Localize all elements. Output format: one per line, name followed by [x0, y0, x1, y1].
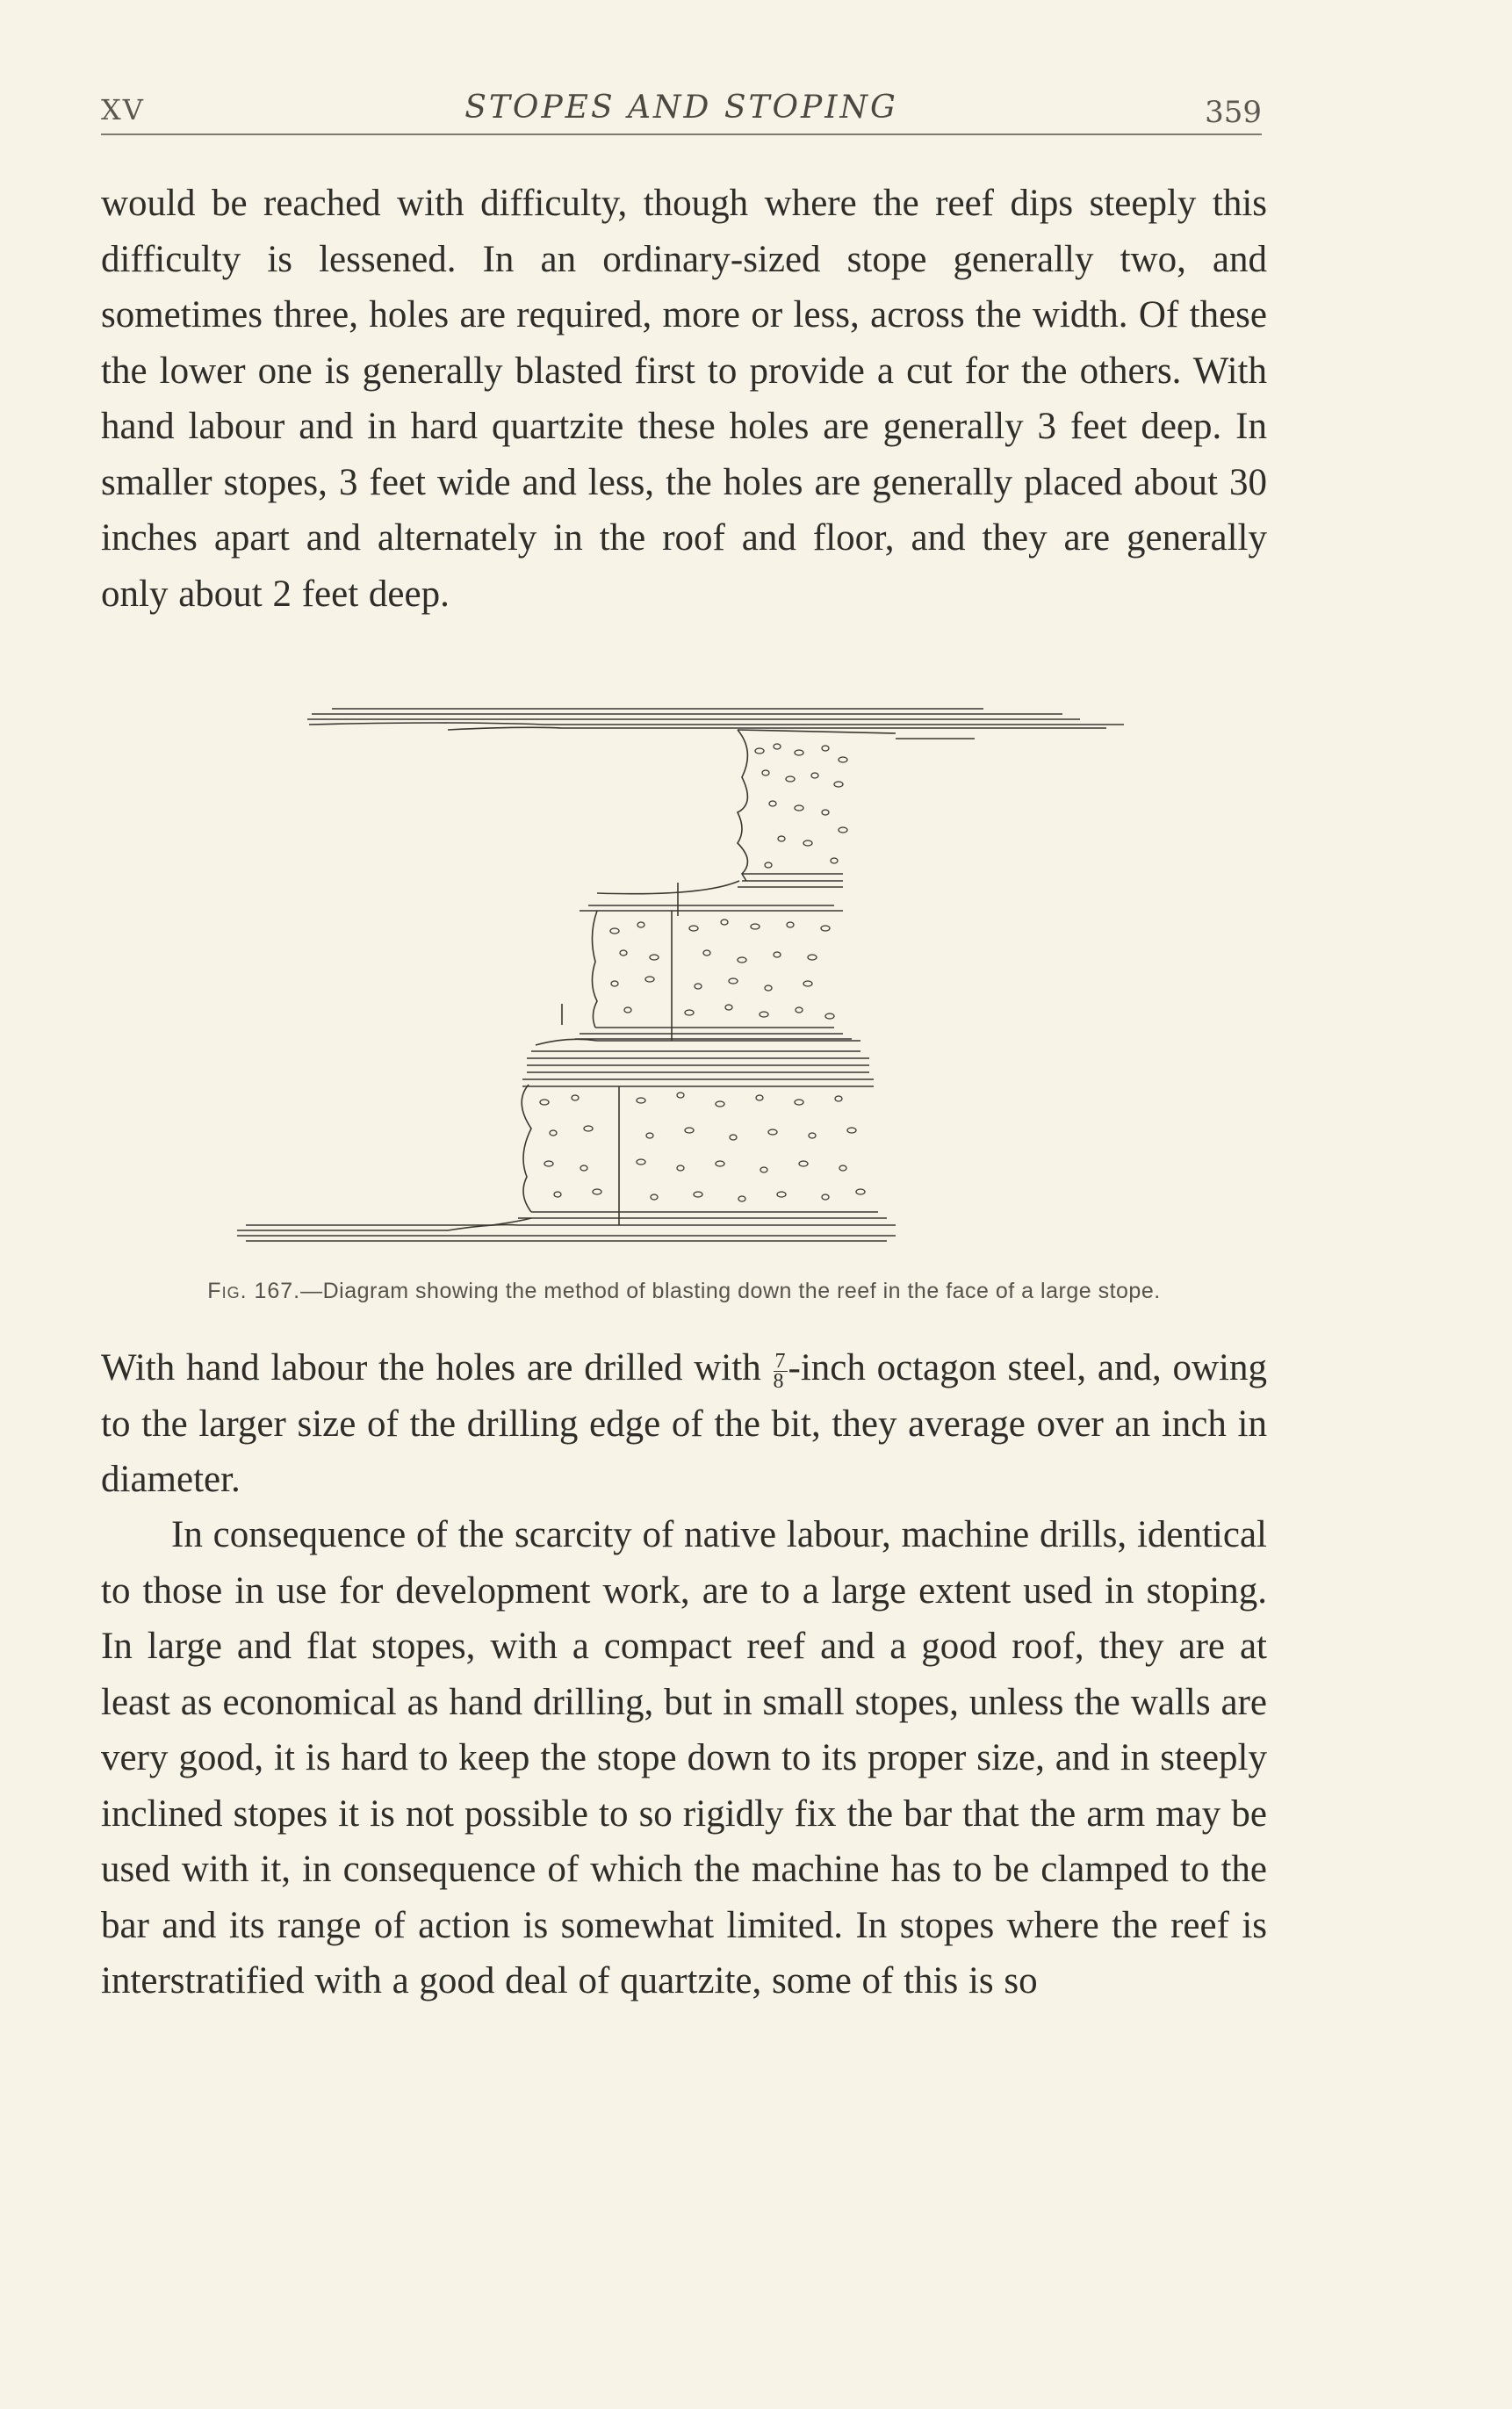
- reef-pebble: [778, 836, 785, 841]
- reef-pebble: [554, 1192, 561, 1197]
- reef-pebble: [725, 1005, 732, 1010]
- upper-step-face: [738, 730, 747, 881]
- reef-pebble: [760, 1012, 768, 1017]
- reef-pebble: [689, 926, 698, 931]
- reef-pebble: [795, 1100, 803, 1105]
- reef-pebble: [645, 977, 654, 982]
- reef-pebble: [760, 1167, 767, 1172]
- middle-step-tread: [527, 1051, 869, 1065]
- reef-pebble: [650, 955, 659, 960]
- floor-strata-line: [246, 1218, 531, 1225]
- reef-pebble: [856, 1189, 865, 1194]
- reef-pebble: [751, 924, 760, 929]
- running-head: [101, 88, 1262, 135]
- reef-pebble: [611, 981, 618, 986]
- roof-strata-line: [309, 723, 1124, 725]
- paragraph-drilling: [101, 1340, 1267, 1508]
- figure-caption-text: —Diagram showing the method of blasting down the reef in the face of a large stope.: [300, 1279, 1161, 1303]
- upper-step-outline: [738, 730, 975, 739]
- figure-caption: [101, 1279, 1267, 1304]
- upper-step-tread: [580, 905, 843, 911]
- reef-pebble: [721, 920, 728, 925]
- fraction-numerator: 7: [774, 1349, 786, 1373]
- reef-pebble: [695, 984, 702, 989]
- reef-pebble: [795, 805, 803, 811]
- reef-pebble: [762, 770, 769, 775]
- reef-pebble: [811, 773, 818, 778]
- reef-pebble: [716, 1161, 724, 1166]
- lower-step-face: [522, 1085, 531, 1212]
- reef-pebble: [787, 922, 794, 927]
- reef-pebble: [755, 748, 764, 754]
- reef-pebble: [831, 858, 838, 863]
- running-title: STOPES AND STOPING: [464, 90, 898, 126]
- reef-pebble: [729, 978, 738, 984]
- reef-pebble: [839, 1165, 846, 1171]
- reef-pebble: [738, 957, 746, 963]
- page-number: 359: [1205, 95, 1262, 130]
- reef-pebble: [803, 981, 812, 986]
- reef-pebble: [821, 926, 830, 931]
- fraction: [773, 1349, 788, 1393]
- stope-diagram: [228, 698, 1141, 1269]
- middle-step-base: [575, 1028, 852, 1039]
- reef-pebble: [716, 1101, 724, 1107]
- figure-label: Fig. 167.: [207, 1279, 301, 1303]
- reef-pebble: [677, 1093, 684, 1098]
- reef-pebble: [799, 1161, 808, 1166]
- middle-step-tread: [536, 1039, 860, 1045]
- upper-step-base: [738, 874, 843, 887]
- reef-pebble: [550, 1130, 557, 1136]
- reef-pebble: [839, 757, 847, 762]
- lower-step-base: [518, 1212, 887, 1218]
- reef-pebble: [646, 1133, 653, 1138]
- roof-strata-line: [448, 727, 1106, 730]
- reef-pebble: [677, 1165, 684, 1171]
- reef-pebble: [809, 1133, 816, 1138]
- paragraph-machine-drills: In consequence of the scarcity of native labour, machine drills, identical to those in use for development work, are to a large extent used in stoping. In large and flat stopes, with a compact reef and a good roof, they are at least as economical as hand drilling, but in small stopes, unless the walls are very good, it is hard to keep the stope down to its proper size, and in steeply inclined stopes it is not possible to so rigidly fix the bar that the arm may be used with it, in consequence of which the machine has to be clamped to the bar and its range of action is somewhat limited. In stopes where the reef is interstratified with a good deal of quartzite, some of this is so: [101, 1514, 1267, 2001]
- reef-pebble: [796, 1007, 803, 1013]
- reef-pebble: [808, 955, 817, 960]
- paragraph-continuation: would be reached with difficulty, though where the reef dips steeply this difficulty is lessened. In an ordinary-sized stope generally two, and sometimes three, holes are required, more or less, across the width. Of these the lower one is generally blasted first to provide a cut for the others. With hand labour and in hard quartzite these holes are generally 3 feet deep. In smaller stopes, 3 feet wide and less, the holes are generally placed about 30 inches apart and alternately in the roof and floor, and they are generally only about 2 feet deep.: [101, 183, 1267, 615]
- reef-pebble: [777, 1192, 786, 1197]
- stope-diagram-svg: [228, 698, 1141, 1269]
- reef-pebble: [620, 950, 627, 956]
- reef-pebble: [584, 1126, 593, 1131]
- reef-pebble: [839, 827, 847, 833]
- paragraph-drilling-end: -inch octagon steel, and, owing to the larger size of the drilling edge of the bit, they average over an inch in diameter.: [101, 1347, 1268, 1500]
- reef-pebble: [822, 810, 829, 815]
- reef-pebble: [580, 1165, 587, 1171]
- reef-pebble: [774, 952, 781, 957]
- reef-pebble: [651, 1194, 658, 1200]
- reef-pebble: [685, 1128, 694, 1133]
- reef-pebble: [637, 922, 644, 927]
- reef-pebble: [610, 928, 619, 934]
- upper-step-tread: [597, 881, 739, 894]
- reef-pebble: [544, 1161, 553, 1166]
- middle-step-face: [592, 911, 597, 1028]
- reef-pebble: [822, 746, 829, 751]
- reef-pebble: [694, 1192, 702, 1197]
- lower-step-lines: [522, 1072, 874, 1086]
- reef-pebble: [835, 1096, 842, 1101]
- fraction-denominator: 8: [773, 1369, 784, 1393]
- reef-pebble: [738, 1196, 745, 1201]
- reef-pebble: [803, 840, 812, 846]
- reef-pebble: [685, 1010, 694, 1015]
- reef-pebble: [593, 1189, 601, 1194]
- reef-pebble: [795, 750, 803, 755]
- reef-pebble: [822, 1194, 829, 1200]
- reef-pebble: [572, 1095, 579, 1100]
- reef-pebble: [786, 776, 795, 782]
- chapter-number: XV: [101, 93, 145, 126]
- reef-pebble: [834, 782, 843, 787]
- reef-pebble: [637, 1159, 645, 1165]
- reef-pebble: [847, 1128, 856, 1133]
- reef-pebble: [774, 744, 781, 749]
- reef-pebble: [769, 801, 776, 806]
- reef-pebble: [825, 1013, 834, 1019]
- reef-pebble: [765, 862, 772, 868]
- paragraph-drilling-start: With hand labour the holes are drilled with: [101, 1347, 761, 1388]
- reef-pebble: [540, 1100, 549, 1105]
- reef-pebble: [756, 1095, 763, 1100]
- reef-pebble: [637, 1098, 645, 1103]
- reef-pebble: [703, 950, 710, 956]
- reef-pebble: [765, 985, 772, 991]
- reef-pebble: [624, 1007, 631, 1013]
- reef-pebble: [768, 1129, 777, 1135]
- reef-pebble: [730, 1135, 737, 1140]
